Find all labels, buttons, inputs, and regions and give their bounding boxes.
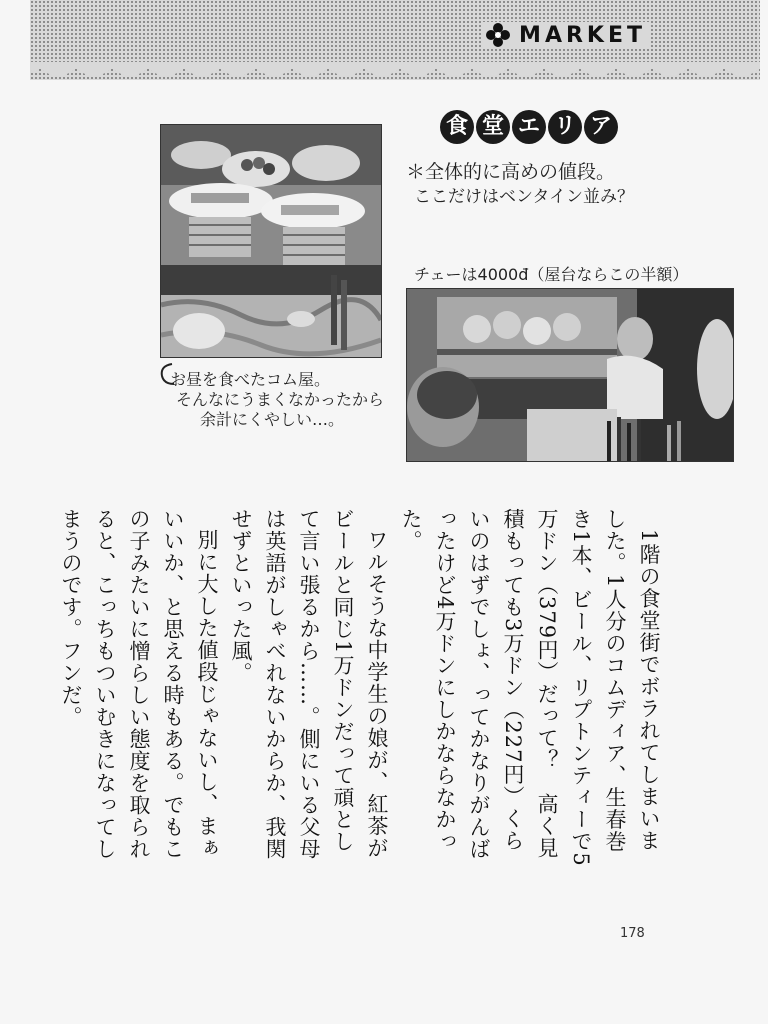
scalloped-border xyxy=(30,62,760,102)
body-paragraph: 1階の食堂街でボラれてしまいました。1人分のコムディア、生春巻き1本、ビール、リプトンティーで5万ドン（379円）だって？ 高く見積もっても3万ドン（227円）くらいのはずでしょ、ってかなりがんばったけど4万ドンにしかならなかった。 xyxy=(399,508,661,867)
body-paragraph: 別に大した値段じゃないし、まぁいいか、と思える時もある。でもこの子みたいに憎らしい態度を取られると、こっちもついむきになってしまうのです。フンだ。 xyxy=(59,508,219,860)
lunch-caption-line-1: お昼を食べたコム屋。 xyxy=(170,370,331,389)
title-char: ア xyxy=(584,110,618,144)
vendor-counter-photo xyxy=(406,288,734,462)
price-note-line-1: ＊全体的に高めの値段。 xyxy=(406,161,616,183)
lunch-caption-line-3: 余計にくやしい…。 xyxy=(200,410,345,429)
price-note-line-2: ここだけはベンタイン並み？ xyxy=(414,187,634,207)
title-char: リ xyxy=(548,110,582,144)
page-number: 178 xyxy=(620,926,645,941)
che-price-note: チェーは4000đ（屋台ならこの半額） xyxy=(414,265,689,284)
lunch-caption-line-2: そんなにうまくなかったから xyxy=(176,390,385,409)
title-char: 堂 xyxy=(476,110,510,144)
clover-icon xyxy=(485,22,511,48)
section-label xyxy=(481,22,650,48)
section-title: MARKET xyxy=(519,22,646,48)
title-char: 食 xyxy=(440,110,474,144)
food-stall-photo xyxy=(160,124,382,358)
area-title xyxy=(440,110,618,144)
body-paragraph: ワルそうな中学生の娘が、紅茶がビールと同じ1万ドンだって頑として言い張るから……。側にいる父母は英語がしゃべれないからか、我関せずといった風。 xyxy=(229,508,389,860)
title-char: エ xyxy=(512,110,546,144)
body-text xyxy=(59,508,666,868)
